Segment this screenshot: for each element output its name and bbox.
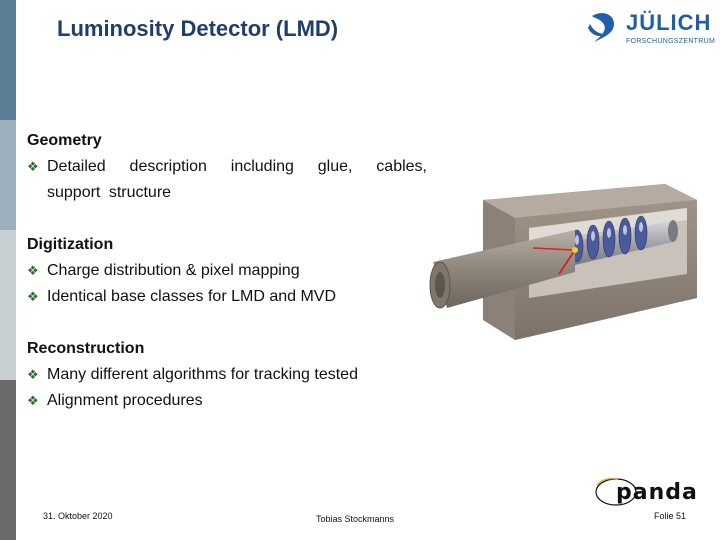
left-bar-segment-bottom — [0, 380, 16, 540]
detector-geometry-image — [425, 170, 720, 350]
diamond-bullet-icon: ❖ — [27, 263, 39, 278]
left-bar-segment-top — [0, 0, 16, 120]
footer-author: Tobias Stockmanns — [316, 514, 395, 524]
bullet-text: Many different algorithms for tracking tested — [47, 366, 358, 383]
diamond-bullet-icon: ❖ — [27, 367, 39, 382]
diamond-bullet-icon: ❖ — [27, 393, 39, 408]
section-heading: Geometry — [27, 132, 102, 149]
bullet-text: Charge distribution & pixel mapping — [47, 262, 300, 279]
bullet-text: Identical base classes for LMD and MVD — [47, 288, 337, 305]
bullet-item — [27, 362, 427, 388]
left-bar-segment-lower — [0, 230, 16, 380]
juelich-logo-icon — [584, 8, 624, 48]
left-bar-segment-middle — [0, 120, 16, 230]
slide-content — [27, 128, 427, 440]
slide-title: Luminosity Detector (LMD) — [57, 16, 339, 41]
footer-date: 31. Oktober 2020 — [43, 511, 113, 521]
diamond-bullet-icon: ❖ — [27, 159, 39, 174]
bullet-item — [27, 388, 427, 414]
bullet-item — [27, 258, 427, 284]
panda-logo-icon — [594, 473, 714, 509]
section-heading: Reconstruction — [27, 340, 145, 357]
juelich-logo-name: JÜLICH — [626, 10, 712, 35]
section-reconstruction — [27, 336, 427, 414]
footer-page-number: Folie 51 — [654, 511, 687, 521]
bullet-text: Detailed description including glue, cables, support structure — [47, 158, 427, 201]
section-geometry — [27, 128, 427, 206]
section-digitization — [27, 232, 427, 310]
diamond-bullet-icon: ❖ — [27, 289, 39, 304]
bullet-item — [27, 154, 427, 206]
left-color-bar — [0, 0, 16, 540]
section-heading: Digitization — [27, 236, 114, 253]
juelich-logo — [584, 8, 716, 52]
bullet-item — [27, 284, 427, 310]
panda-logo-text: panda — [616, 480, 698, 505]
juelich-logo-subtitle: FORSCHUNGSZENTRUM — [626, 38, 716, 45]
bullet-text: Alignment procedures — [47, 392, 203, 409]
